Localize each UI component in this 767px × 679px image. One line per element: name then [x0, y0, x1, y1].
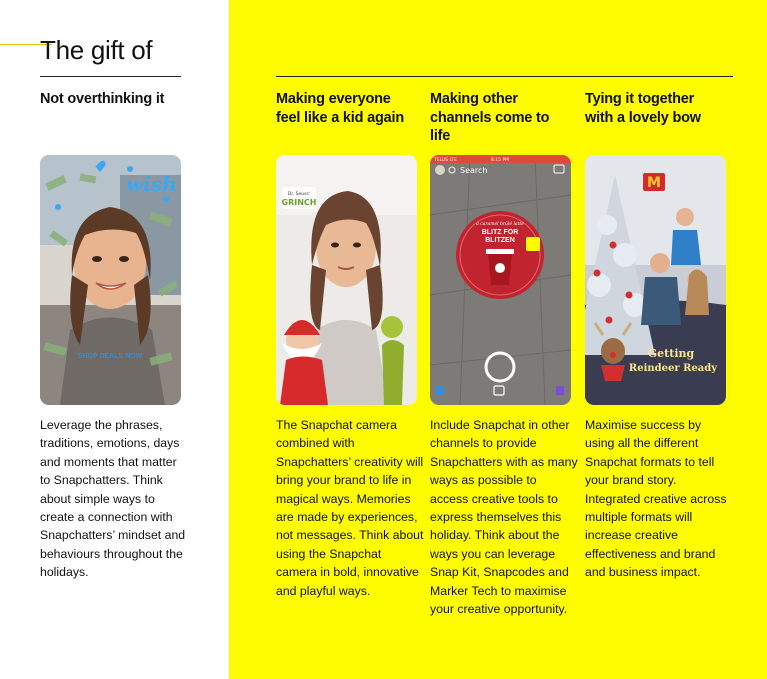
- column-body: The Snapchat camera combined with Snapchatters’ creativity will bring your brand to life in magical ways. Memories are made by experiences, not messages. Think about using the Snapchat camera in bold, innovative and playful ways.: [276, 418, 424, 598]
- svg-text:BLITZ FOR: BLITZ FOR: [481, 229, 519, 236]
- phone-screen-grinch-lens: [276, 155, 417, 405]
- svg-text:GRINCH: GRINCH: [281, 198, 317, 207]
- svg-text:wish: wish: [126, 172, 177, 196]
- svg-text:Reindeer Ready: Reindeer Ready: [628, 363, 718, 374]
- phone-screen-reindeer: [585, 155, 726, 405]
- column-body: Maximise success by using all the different Snapchat formats to tell your brand story. Integrated creative across multiple formats will increase creative effectiveness and brand and business impact.: [585, 418, 727, 580]
- column-body: Leverage the phrases, traditions, emotions, days and moments that matter to Snapchatters. Think about simple ways to create a connection with Snapchatters’ mindset and behaviours throughout the holidays.: [40, 418, 186, 580]
- column-body: Include Snapchat in other channels to provide Snapchatters with as many ways as possible to access creative tools to express themselves this holiday. Think about the ways you can leverage Snap Kit, Snapcodes and Marker Tech to maximise your creative opportunity.: [430, 418, 578, 617]
- stories-icon: [556, 386, 564, 395]
- svg-text:a caramel brûlé latte: a caramel brûlé latte: [476, 222, 524, 227]
- svg-text:BLITZEN: BLITZEN: [485, 237, 515, 244]
- column-other-channels: [430, 90, 578, 617]
- column-kid-again: [276, 90, 424, 598]
- svg-text:TELUS LTE: TELUS LTE: [434, 158, 457, 163]
- chat-icon: [436, 386, 444, 395]
- svg-text:Getting: Getting: [647, 347, 695, 360]
- svg-text:SHOP DEALS NOW: SHOP DEALS NOW: [77, 353, 143, 360]
- divider-right: [276, 76, 733, 77]
- phone-screen-wish-lens: [40, 155, 181, 405]
- profile-icon: [435, 165, 445, 175]
- svg-text:8:15 PM: 8:15 PM: [490, 158, 510, 163]
- mcdonalds-logo: M: [647, 175, 661, 191]
- svg-text:Search: Search: [460, 166, 488, 175]
- svg-text:Dr. Seuss': Dr. Seuss': [287, 192, 311, 197]
- page-title: The gift of: [40, 35, 153, 65]
- column-heading: Not overthinking it: [40, 91, 165, 107]
- column-heading: Tying it together with a lovely bow: [585, 91, 701, 126]
- column-heading: Making other channels come to life: [430, 91, 550, 144]
- phone-screen-marker-tech: [430, 155, 571, 405]
- column-not-overthinking: [40, 90, 186, 580]
- column-heading: Making everyone feel like a kid again: [276, 91, 404, 126]
- divider-left: [40, 76, 181, 77]
- column-lovely-bow: [585, 90, 727, 580]
